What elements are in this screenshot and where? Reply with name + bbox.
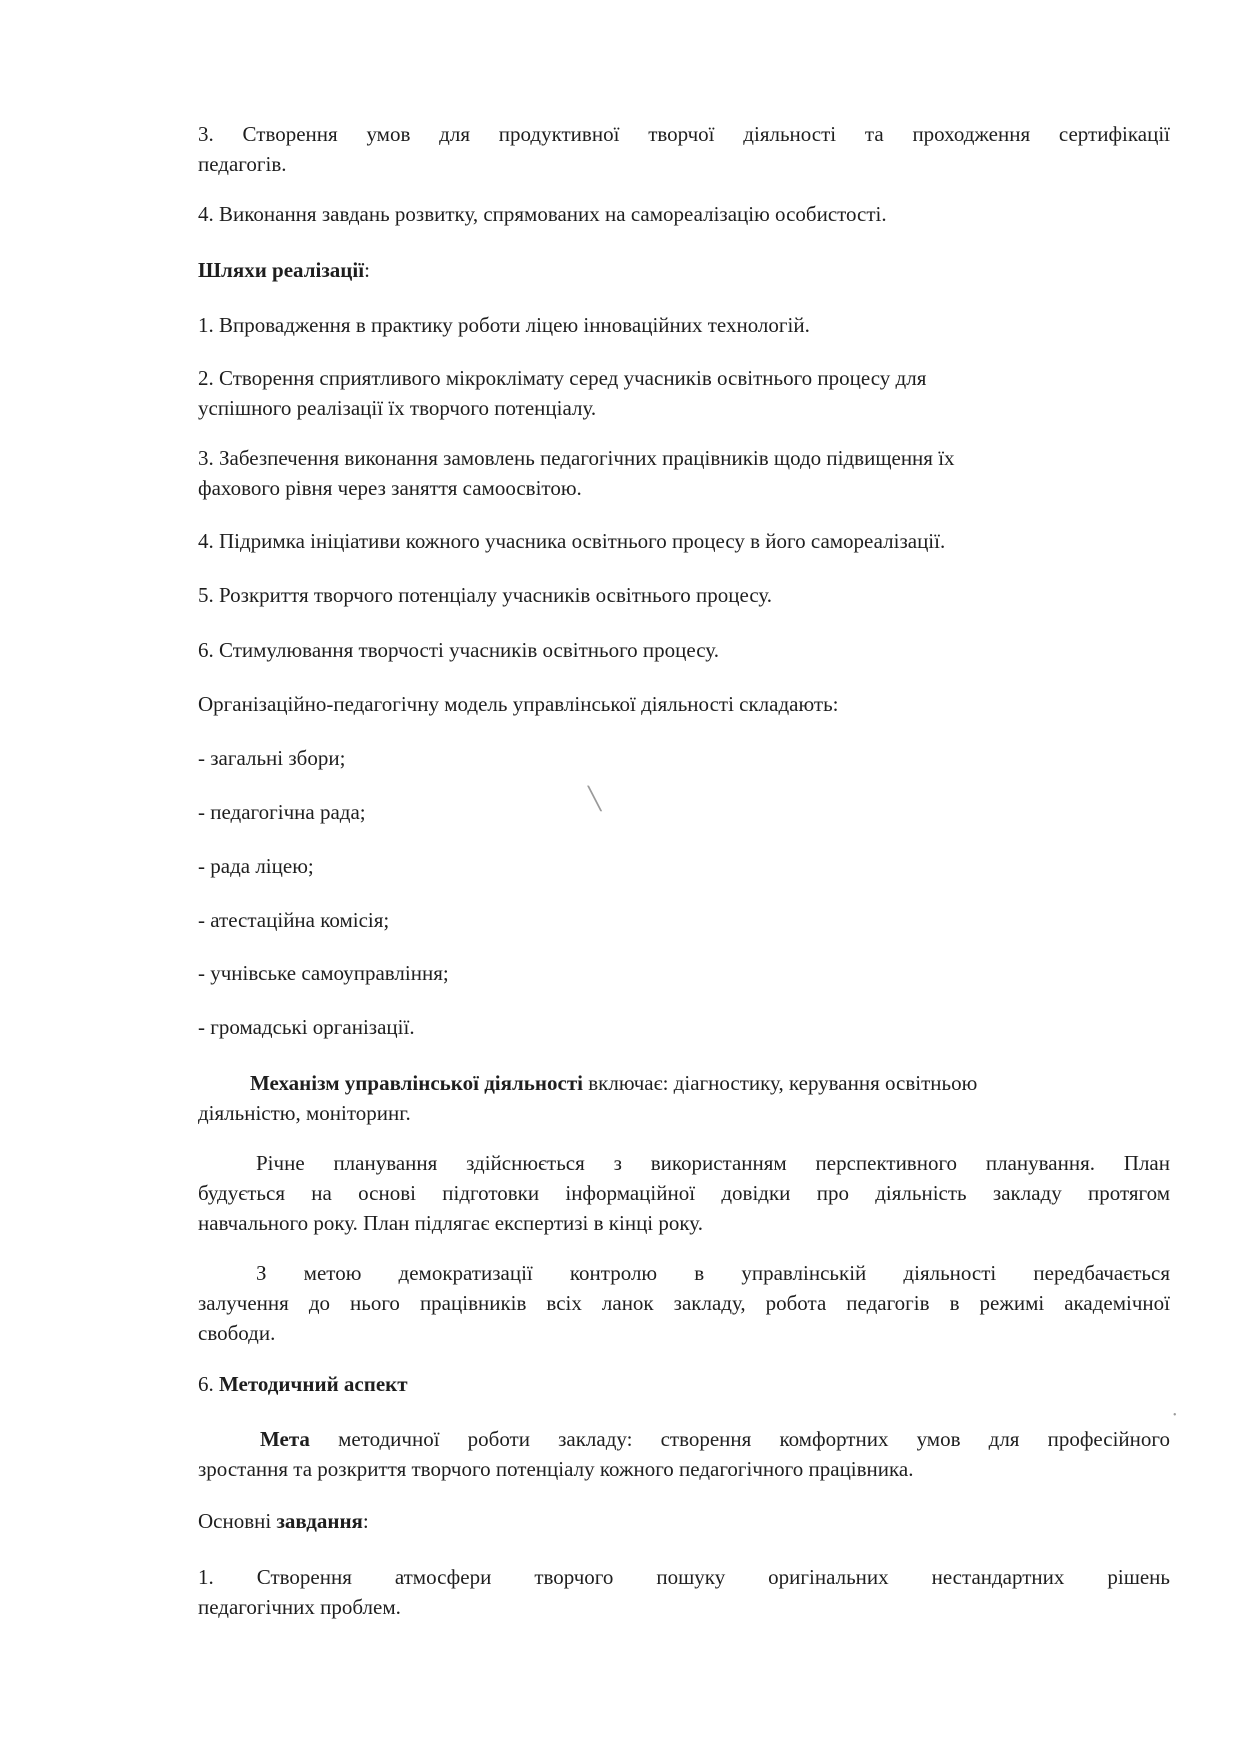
line: свободи.	[198, 1321, 276, 1345]
section-title: Методичний аспект	[219, 1372, 408, 1396]
line: діяльністю, моніторинг.	[198, 1101, 411, 1125]
model-item: - загальні збори;	[198, 746, 346, 770]
heading-ways-colon: :	[364, 258, 370, 282]
section-6-heading	[198, 1369, 1170, 1399]
way-item-6: 6. Стимулювання творчості учасників освітнього процесу.	[198, 638, 719, 662]
line: 3. Створення умов для продуктивної творчої діяльності та проходження сертифікації	[198, 122, 1170, 146]
line: педагогів.	[198, 152, 287, 176]
tasks-heading	[198, 1506, 1170, 1536]
model-item: - атестаційна комісія;	[198, 908, 390, 932]
line	[198, 1068, 1170, 1098]
way-item-4: 4. Підримка ініціативи кожного учасника освітнього процесу в його самореалізації.	[198, 529, 946, 553]
mechanism-bold: Механізм управлінської діяльності	[250, 1071, 583, 1095]
line: Річне планування здійснюється з використанням перспективного планування. План	[256, 1151, 1170, 1175]
model-intro: Організаційно-педагогічну модель управлінської діяльності складають:	[198, 692, 839, 716]
paragraph-item-3	[198, 119, 1170, 179]
goal-rest: методичної роботи закладу: створення комфортних умов для професійного	[309, 1427, 1170, 1451]
line: навчального року. План підлягає експертизі в кінці року.	[198, 1211, 703, 1235]
line	[198, 1424, 1170, 1454]
line: 1. Створення атмосфери творчого пошуку оригінальних нестандартних рішень	[198, 1565, 1170, 1589]
model-item: - громадські організації.	[198, 1015, 415, 1039]
mechanism-paragraph	[198, 1068, 1170, 1128]
line: 3. Забезпечення виконання замовлень педагогічних працівників щодо підвищення їх	[198, 446, 955, 470]
line: 2. Створення сприятливого мікроклімату серед учасників освітнього процесу для	[198, 366, 927, 390]
way-item-5: 5. Розкриття творчого потенціалу учасників освітнього процесу.	[198, 583, 773, 607]
line: педагогічних проблем.	[198, 1595, 401, 1619]
scan-speck: •	[1173, 1410, 1177, 1421]
line: зростання та розкриття творчого потенціалу кожного педагогічного працівника.	[198, 1457, 914, 1481]
model-item: - педагогічна рада;	[198, 800, 366, 824]
line: фахового рівня через заняття самоосвітою.	[198, 476, 582, 500]
tasks-bold: завдання	[276, 1509, 363, 1533]
goal-paragraph	[198, 1424, 1170, 1484]
planning-paragraph	[198, 1148, 1170, 1238]
task-item-1	[198, 1562, 1170, 1622]
mechanism-rest: включає: діагностику, керування освітньою	[582, 1071, 978, 1095]
line: успішного реалізації їх творчого потенціалу.	[198, 396, 597, 420]
way-item-3	[198, 443, 1170, 503]
model-item: - рада ліцею;	[198, 854, 314, 878]
model-item: - учнівське самоуправління;	[198, 961, 449, 985]
line: будується на основі підготовки інформаційної довідки про діяльність закладу протягом	[198, 1181, 1170, 1205]
tasks-lead: Основні	[198, 1509, 277, 1533]
heading-ways-text: Шляхи реалізації	[198, 258, 365, 282]
heading-ways	[198, 255, 1170, 285]
line: залучення до нього працівників всіх ланок закладу, робота педагогів в режимі академічної	[198, 1291, 1170, 1315]
section-number: 6.	[198, 1372, 219, 1396]
scan-speck: ╲	[588, 786, 602, 811]
goal-bold: Мета	[260, 1427, 310, 1451]
democracy-paragraph	[198, 1258, 1170, 1348]
way-item-2	[198, 363, 1170, 423]
way-item-1: 1. Впровадження в практику роботи ліцею інноваційних технологій.	[198, 313, 810, 337]
line: З метою демократизації контролю в управлінській діяльності передбачається	[256, 1261, 1170, 1285]
tasks-colon: :	[362, 1509, 369, 1533]
paragraph-item-4: 4. Виконання завдань розвитку, спрямованих на самореалізацію особистості.	[198, 202, 887, 226]
